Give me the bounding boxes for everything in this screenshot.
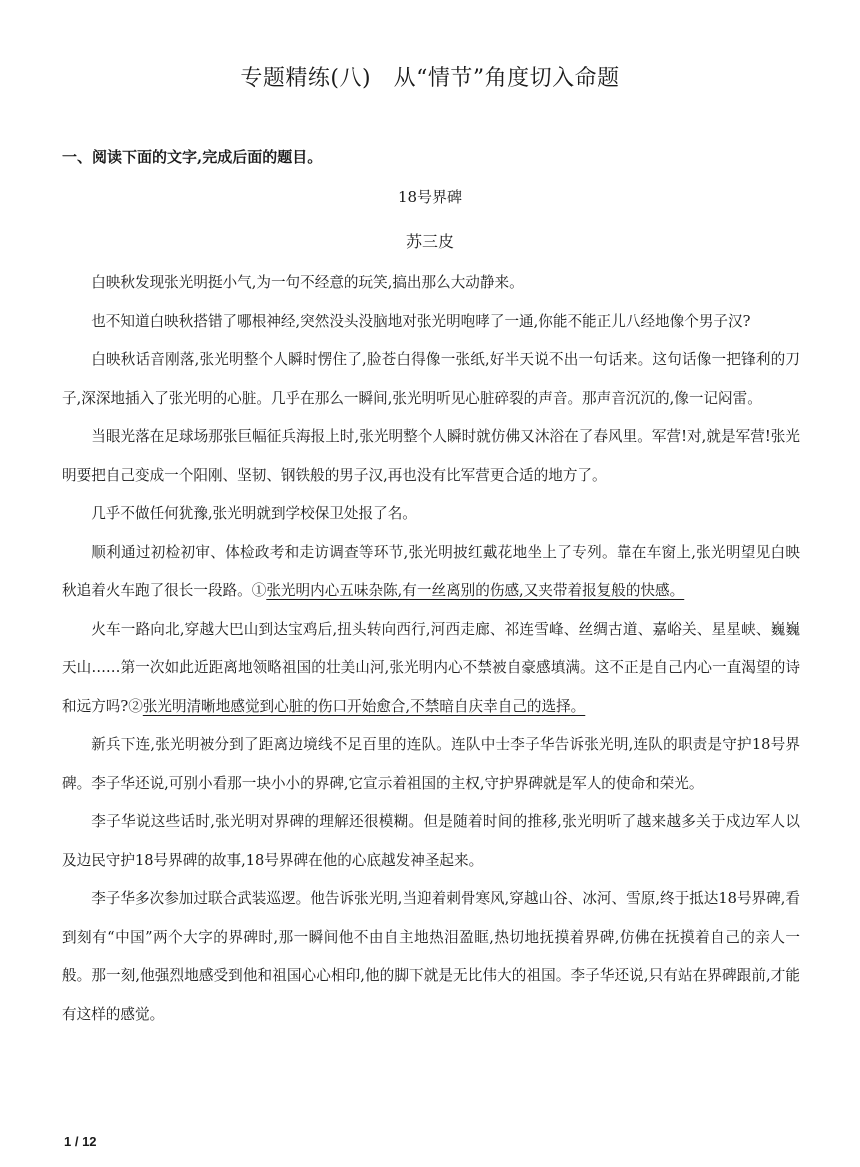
paragraph: 几乎不做任何犹豫,张光明就到学校保卫处报了名。	[91, 505, 417, 522]
paragraph: 当眼光落在足球场那张巨幅征兵海报上时,张光明整个人瞬时就仿佛又沐浴在了春风里。军营!对,就是军营!张光明要把自己变成一个阳刚、坚韧、钢铁般的男子汉,再也没有比军营更合适的地方了。	[62, 428, 800, 484]
paragraph: 新兵下连,张光明被分到了距离边境线不足百里的连队。连队中士李子华告诉张光明,连队的职责是守护18号界碑。李子华还说,可别小看那一块小小的界碑,它宣示着祖国的主权,守护界碑就是军人的使命和荣光。	[62, 736, 800, 792]
paragraph: 李子华说这些话时,张光明对界碑的理解还很模糊。但是随着时间的推移,张光明听了越来越多关于戍边军人以及边民守护18号界碑的故事,18号界碑在他的心底越发神圣起来。	[62, 813, 800, 869]
section-heading: 一、阅读下面的文字,完成后面的题目。	[62, 148, 323, 166]
document-title: 专题精练(八) 从“情节”角度切入命题	[240, 66, 620, 91]
underlined-sentence-2: 张光明清晰地感觉到心脏的伤口开始愈合,不禁暗自庆幸自己的选择。	[142, 697, 586, 715]
paragraph: 火车一路向北,穿越大巴山到达宝鸡后,扭头转向西行,河西走廊、祁连雪峰、丝绸古道、嘉峪关、星星峡、巍巍天山……第一次如此近距离地领略祖国的壮美山河,张光明内心不禁被自豪感填满。这不正是自己内心一直渴望的诗和远方吗?②张光明清晰地感觉到心脏的伤口开始愈合,不禁暗自庆幸自己的选择。	[62, 620, 800, 715]
page-number: 1 / 12	[64, 1134, 97, 1149]
paragraph: 白映秋发现张光明挺小气,为一句不经意的玩笑,搞出那么大动静来。	[91, 274, 524, 291]
article-title: 18号界碑	[397, 188, 463, 206]
article-author: 苏三皮	[405, 232, 454, 251]
paragraph: 李子华多次参加过联合武装巡逻。他告诉张光明,当迎着刺骨寒风,穿越山谷、冰河、雪原,终于抵达18号界碑,看到刻有“中国”两个大字的界碑时,那一瞬间他不由自主地热泪盈眶,热切地抚摸着界碑,仿佛在抚摸着自己的亲人一般。那一刻,他强烈地感受到他和祖国心心相印,他的脚下就是无比伟大的祖国。李子华还说,只有站在界碑跟前,才能有这样的感觉。	[62, 890, 800, 1023]
underlined-sentence-1: 张光明内心五味杂陈,有一丝离别的伤感,又夹带着报复般的快感。	[266, 582, 685, 599]
paragraph: 白映秋话音刚落,张光明整个人瞬时愣住了,脸苍白得像一张纸,好半天说不出一句话来。这句话像一把锋利的刀子,深深地插入了张光明的心脏。几乎在那么一瞬间,张光明听见心脏碎裂的声音。那声音沉沉的,像一记闷雷。	[62, 351, 800, 407]
paragraph: 顺利通过初检初审、体检政考和走访调查等环节,张光明披红戴花地坐上了专列。靠在车窗上,张光明望见白映秋追着火车跑了很长一段路。①张光明内心五味杂陈,有一丝离别的伤感,又夹带着报复般的快感。	[62, 543, 800, 599]
paragraph: 也不知道白映秋搭错了哪根神经,突然没头没脑地对张光明咆哮了一通,你能不能正儿八经地像个男子汉?	[91, 312, 751, 330]
article-body	[62, 264, 800, 1034]
